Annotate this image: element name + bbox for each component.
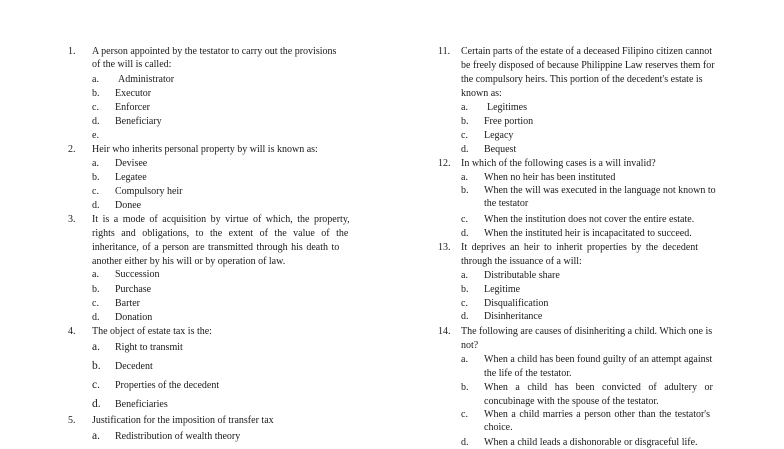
option-text: Purchase <box>115 284 152 295</box>
question-text: through the issuance of a will: <box>461 256 582 267</box>
question-text: It deprives an heir to inherit properties by the decedent <box>461 242 699 253</box>
option-text: Bequest <box>484 144 517 155</box>
option-text: Disinheritance <box>484 311 543 322</box>
option-text: Legacy <box>484 130 514 141</box>
option-letter: c. <box>461 130 468 141</box>
option-text: Administrator <box>118 74 175 85</box>
option-text: the life of the testator. <box>484 368 572 379</box>
question-number: 3. <box>68 214 76 225</box>
option-letter: d. <box>461 311 469 322</box>
option-text: When a child has been found guilty of an attempt against <box>484 354 713 365</box>
option-letter: b. <box>461 116 469 127</box>
option-letter: b. <box>461 284 469 295</box>
question-number: 4. <box>68 326 76 337</box>
option-text: When a child has been convicted of adultery or <box>484 382 713 393</box>
option-text: Legatee <box>115 172 147 183</box>
option-text: Beneficiaries <box>115 399 168 410</box>
option-text: Legitimes <box>487 102 527 113</box>
option-text: Succession <box>115 269 160 280</box>
option-text: When no heir has been instituted <box>484 172 616 183</box>
option-letter: a. <box>461 270 468 281</box>
question-number: 2. <box>68 144 76 155</box>
option-text: Devisee <box>115 158 148 169</box>
option-letter: c. <box>461 298 468 309</box>
option-letter: d. <box>92 116 100 127</box>
question-text: The following are causes of disinheriting a child. Which one is <box>461 326 713 337</box>
question-text: Heir who inherits personal property by will is known as: <box>92 144 318 155</box>
question-text: inheritance, of a person are transmitted through his death to <box>92 242 340 253</box>
option-text: Beneficiary <box>115 116 162 127</box>
question-number: 11. <box>438 46 451 57</box>
option-text: Free portion <box>484 116 534 127</box>
question-text: not? <box>461 340 479 351</box>
option-letter: a. <box>92 269 99 280</box>
question-text: the compulsory heirs. This portion of the decedent's estate is <box>461 74 703 85</box>
option-text: choice. <box>484 422 513 433</box>
option-text: concubinage with the spouse of the testator. <box>484 396 659 407</box>
option-text: Legitime <box>484 284 521 295</box>
option-letter: a. <box>461 102 468 113</box>
option-letter: a. <box>92 430 100 442</box>
option-text: When the institution does not cover the entire estate. <box>484 214 695 225</box>
question-text: In which of the following cases is a will invalid? <box>461 158 656 169</box>
question-number: 14. <box>438 326 451 337</box>
option-text: Disqualification <box>484 298 549 309</box>
option-text: Right to transmit <box>115 342 183 353</box>
option-letter: c. <box>461 409 468 420</box>
option-letter: d. <box>92 200 100 211</box>
option-letter: c. <box>92 379 100 391</box>
question-number: 13. <box>438 242 451 253</box>
option-text: Compulsory heir <box>115 186 183 197</box>
option-letter: a. <box>92 74 99 85</box>
question-text: A person appointed by the testator to carry out the provisions <box>92 46 337 57</box>
question-text: known as: <box>461 88 502 99</box>
question-number: 5. <box>68 415 76 426</box>
question-text: of the will is called: <box>92 59 172 70</box>
option-letter: c. <box>92 186 99 197</box>
option-text: When the instituted heir is incapacitated to succeed. <box>484 228 692 239</box>
question-text: rights and obligations, to the extent of the value of the <box>92 228 349 239</box>
question-text: Justification for the imposition of transfer tax <box>92 415 274 426</box>
option-text: Redistribution of wealth theory <box>115 431 241 442</box>
question-text: another either by his will or by operation of law. <box>92 256 286 267</box>
option-letter: b. <box>461 382 469 393</box>
option-letter: b. <box>92 284 100 295</box>
option-text: Enforcer <box>115 102 150 113</box>
option-letter: c. <box>461 214 468 225</box>
option-text: Properties of the decedent <box>115 380 220 391</box>
option-letter: b. <box>92 88 100 99</box>
question-number: 1. <box>68 46 76 57</box>
option-letter: b. <box>92 360 101 372</box>
option-letter: d. <box>461 437 469 448</box>
option-text: Decedent <box>115 361 153 372</box>
question-text: be freely disposed of because Philippine Law reserves them for <box>461 60 715 71</box>
option-letter: a. <box>92 158 99 169</box>
option-letter: a. <box>461 354 468 365</box>
option-text: Donee <box>115 200 142 211</box>
option-text: Distributable share <box>484 270 560 281</box>
option-text: Donation <box>115 312 153 323</box>
option-letter: d. <box>92 312 100 323</box>
option-letter: e. <box>92 130 99 141</box>
option-letter: b. <box>92 172 100 183</box>
option-text: When a child leads a dishonorable or disgraceful life. <box>484 437 698 448</box>
option-text: When a child marries a person other than the testator's <box>484 409 711 420</box>
option-text: When the will was executed in the language not known to <box>484 185 716 196</box>
option-letter: d. <box>92 398 101 410</box>
option-letter: b. <box>461 185 469 196</box>
option-letter: a. <box>92 341 100 353</box>
option-text: the testator <box>484 198 529 209</box>
option-letter: c. <box>92 102 99 113</box>
option-letter: a. <box>461 172 468 183</box>
option-letter: c. <box>92 298 99 309</box>
option-text: Barter <box>115 298 140 309</box>
question-text: It is a mode of acquisition by virtue of which, the property, <box>92 214 350 225</box>
option-letter: d. <box>461 228 469 239</box>
question-text: Certain parts of the estate of a deceased Filipino citizen cannot <box>461 46 713 57</box>
question-number: 12. <box>438 158 451 169</box>
question-text: The object of estate tax is the: <box>92 326 212 337</box>
option-letter: d. <box>461 144 469 155</box>
option-text: Executor <box>115 88 152 99</box>
